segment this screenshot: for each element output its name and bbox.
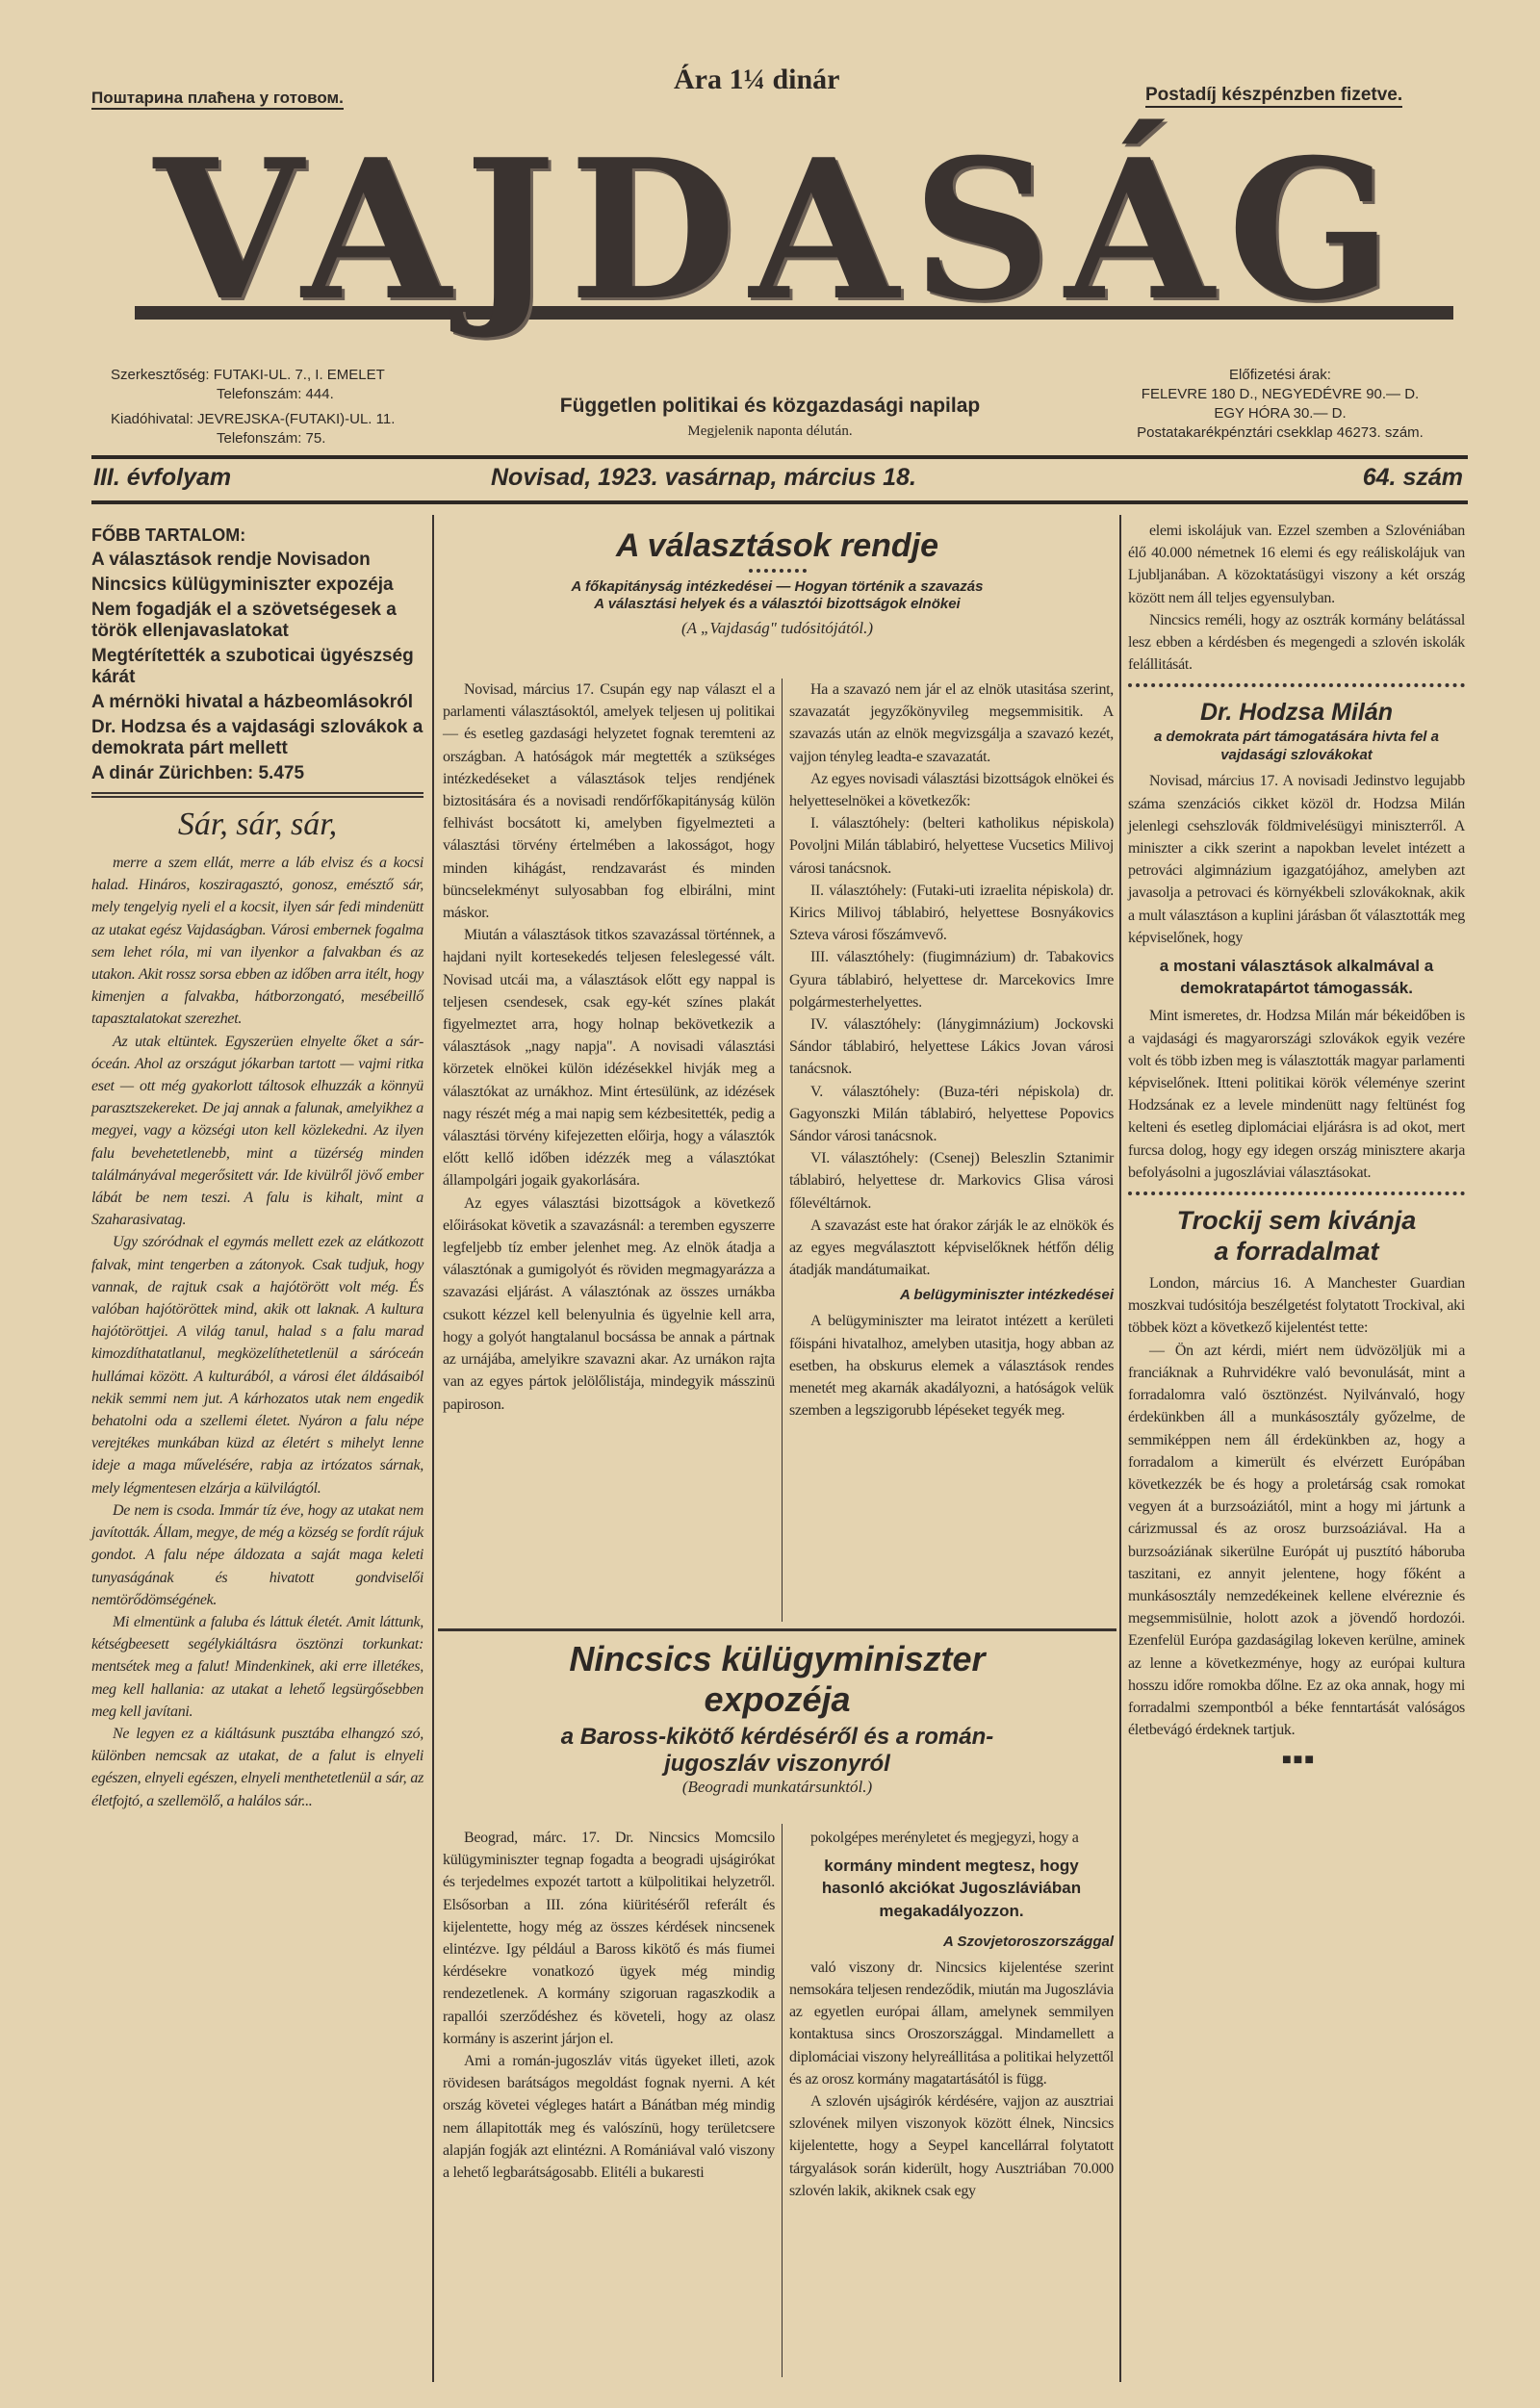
paragraph: VI. választóhely: (Csenej) Beleszlin Sztanimir táblabiró, helyettese dr. Markovics Glisa városi főlevéltárnok.	[789, 1150, 1114, 1212]
divider	[91, 792, 424, 798]
subscription-info	[1068, 366, 1492, 443]
paragraph: merre a szem ellát, merre a láb elvisz és a kocsi halad. Hináros, kosziragasztó, gonosz, emésztő sár, mely tengelyig nyeli el a kocsit, ilyen sár fedi mindenütt az utakat egész Vajdaságban. Városi embernek fogalma sem lehet róla, mi van ilyenkor a falvakban és az utakon. Akit rossz sorsa ebben az időben arra itélt, hogy kimenjen a falvakba, hátborzongató, mesébeillő tapasztalatokat szerezhet.	[91, 855, 424, 1028]
end-mark: ■■■	[1282, 1752, 1316, 1769]
appears-note: Megjelenik naponta délután.	[687, 423, 853, 439]
column-rule	[782, 1824, 783, 2377]
paragraph: De nem is csoda. Immár tíz éve, hogy az utakat nem javították. Állam, megye, de még a község se fordít rájuk gondot. A falu népe áldozata a saját maga keleti tunyaságának és hivatott gondviselői nemtörődömségének.	[91, 1501, 424, 1608]
paragraph: Ugy szóródnak el egymás mellett ezek az elátkozott falvak, mint tengerben a zátonyok. Csak tudjuk, hogy vannak, de rajtuk csak a hajótörött volt még. És valóban hajótöröttek mind, akik ott laknak. A kultura hajótöröttjei. A világ tanul, halad s a falu marad kimozdíthatatlanul, megközelíthetetlenül a sáróceán hullámai között. A kulturából, a városi élet áldásaiból nekik semmi nem jut. A kárhozatos utak nem engedik behatolni oda a szellemi életet. Nyáron a falu népe verejtékes munkában küzd az életért s mihelyt lenne ideje a maga művelésére, rabja az irtózatos sárnak, mely légmentesen elzárja a külvilágtól.	[91, 1234, 424, 1497]
trockij-headline-2: a forradalmat	[1214, 1237, 1379, 1267]
nincsics-column-a	[443, 1827, 775, 2184]
paragraph: V. választóhely: (Buza-téri népiskola) dr. Gagyonszki Milán táblabiró, helyettese Popovics Sándor városi tanácsnok.	[789, 1083, 1114, 1145]
subtitle-block	[500, 395, 1040, 440]
paragraph: Ami a román-jugoszláv vitás ügyeket illeti, azok rövidesen barátságos megoldást fognak nyerni. A két ország követei végleges határt a Bánátban még mindig nem állapitották meg és valószínü, hogy területcsere alapján fogják azt elintézni. A Romániával való viszony a lehető legbarátságosabb. Elitéli a bukaresti	[443, 2053, 775, 2182]
trockij-headline-1: Trockij sem kivánja	[1176, 1206, 1417, 1236]
nincsics-column-b	[789, 1827, 1114, 2202]
right-column	[1128, 520, 1465, 1772]
paragraph: Nincsics reméli, hogy az osztrák kormány belátással lesz ebben a kérdésben és megengedi a szlovén iskolák felállitását.	[1128, 611, 1465, 674]
elections-header	[438, 525, 1116, 638]
publisher-address: Kiadóhivatal: JEVREJSKA-(FUTAKI)-UL. 11.	[111, 411, 396, 427]
left-column	[91, 525, 424, 1812]
paragraph: Miután a választások titkos szavazással történnek, a hajdani nyilt kortesekedés teljesen feleslegessé vált. Novisad utcái ma, a választások előtt egy nappal is teljesen csendesek, csak egy-két színes plakát figyelmeztet arra, hogy holnap bekövetkezik a választások „nagy napja". A novisadi választási körzetek elnökei külön idézésekkel hivják meg a választókat az urnákhoz. Mint értesülünk, az idézések nagy részét még a mai napig sem kézbesitették, pedig a választási törvény kifejezetten előirja, hogy a választók előtt kellő időben idézzék meg a választókat állampolgári jogaik gyakorlására.	[443, 927, 775, 1190]
nincsics-subtitle-1: a Baross-kikötő kérdéséről és a román-	[560, 1724, 994, 1750]
divider	[1128, 1191, 1465, 1197]
paper-subtitle: Független politikai és közgazdasági napilap	[559, 395, 981, 417]
elections-subtitle-1: A főkapitányság intézkedései — Hogyan történik a szavazás	[571, 578, 984, 595]
nincsics-byline: (Beogradi munkatársunktól.)	[681, 1778, 873, 1796]
paragraph: Mint ismeretes, dr. Hodzsa Milán már békeidőben is a vajdasági és magyarországi szlovákok egyik vezére volt és több izben meg is választották magyar parlamenti képviselőnek. Itteni politikai körök véleménye szerint Hodzsának ez a levele mindenütt nagy feltünést fog kelteni és esetleg diplomáciai eljárásra is ad okot, mert furcsa dolog, hogy egy idegen ország minisztere akarja befolyásolni a jugoszláviai választásokat.	[1128, 1008, 1465, 1181]
table-of-contents	[91, 525, 424, 784]
paragraph: Ha a szavazó nem jár el az elnök utasitása szerint, szavazatát jegyzőkönyvileg megsemmisitik. A szavazás után az elnök megvizsgálja a szavazó kezét, vajjon tényleg leadta-e szavazatát.	[789, 681, 1114, 765]
paragraph: Ne legyen ez a kiáltásunk pusztába elhangzó szó, különben nemcsak az utakat, de a falut is elnyeli egészen, elnyeli egészen, elnyeli menthetetlenül a sár, az életfojtó, a szellemölő, a halálos sár...	[91, 1725, 424, 1809]
elections-subtitle-2: A választási helyek és a választói bizottságok elnökei	[594, 596, 961, 612]
issue-date: Novisad, 1923. vasárnap, március 18.	[491, 464, 916, 491]
toc-item: Dr. Hodzsa és a vajdasági szlovákok a demokrata párt mellett	[91, 717, 424, 758]
paragraph: — Ön azt kérdi, miért nem üdvözöljük mi a franciáknak a Ruhrvidékre való bevonulását, mint a forradalomra való ösztönzést. Nyilvánvaló, hogy érdekünkben áll a munkásosztály győzelme, de semmiképpen nem áll érdekünkben az, hogy a forradalom a kimerült és elvérzett Európában következzék be és hogy a proletárság csak romokat vegyen át a burzsoáziától, mint a hogy mi jártunk a cárizmussal és az orosz burzsoáziával. Ha a burzsoáziának sikerülne Európát uj pusztító háboruba taszitani, ez annyit jelentene, hogy főként a munkásosztály nemzedékeinek kellene elvéreznie és megsemmisülnie, holott azok a jövendő hordozói. Ezenfelül Európa gazdaságilag lokeven kerülne, aminek az lenne a következménye, hogy az európai kultura hosszu időre romokba dőlne. Ez az oka annak, hogy mi forradalmi szempontból a béke fenntartását valóságos életbevágó érdeknek tartjuk.	[1128, 1342, 1465, 1739]
divider	[1128, 683, 1465, 689]
subheading: A belügyminiszter intézkedései	[899, 1287, 1114, 1304]
paragraph: Az egyes választási bizottságok a következő előirásokat követik a szavazásnál: a teremben egyszerre legfeljebb tíz ember jelenhet meg. Az elnök átadja a választónak a gumigolyót és röviden megmagyarázza a szavazási eljárást. A választónak az összes urnákba csukott kézzel kell belenyulnia és ügyelnie kell arra, hogy a golyót hangtalanul bocsássa be annak a pártnak az urnájába, amelyikre szavazni akar. Az urnákon rajta van az egyes pártok jelölőlistája, mindegyik másszinü papiroson.	[443, 1194, 775, 1413]
highlighted-text: a mostani választások alkalmával a demokratapártot támogassák.	[1159, 957, 1434, 998]
postage-note-serbian: Поштарина плаћена у готовом.	[91, 89, 344, 110]
paragraph: III. választóhely: (fiugimnázium) dr. Tabakovics Gyura táblabiró, helyettese dr. Marcekovics Imre polgármesterhelyettes.	[789, 949, 1114, 1011]
toc-item: Nincsics külügyminiszter expozéja	[91, 575, 394, 595]
editorial-info	[111, 366, 486, 448]
paragraph: Beograd, márc. 17. Dr. Nincsics Momcsilo külügyminiszter tegnap fogadta a beogradi ujságirókat és terjedelmes expozét tartott a külpolitikai helyzetről. Elsősorban a III. zóna kiüritéséről referált és kijelentette, hogy még az összes kérdések nincsenek elintézve. Igy például a Baross kikötő és más fiumei kérdésekre vonatkozó ügyek még mindig rendezetlenek. A kormány szigoruan ragaszkodik a rapallói szerződéshez és követeli, hogy az olasz kormány is aszerint járjon el.	[443, 1830, 775, 2047]
toc-item: A választások rendje Novisadon	[91, 550, 371, 570]
paragraph: Az egyes novisadi választási bizottságok elnökei és helyetteselnökei a következők:	[789, 770, 1114, 810]
paragraph: Novisad, március 17. A novisadi Jedinstvo legujabb száma szenzációs cikket közöl dr. Hodzsa Milán jelenlegi csehszlovák földmivelésügyi miniszterről. A miniszter a cikk szerint a napokban levelet intézett a petrováci algimnázium igazgatójához, amelyben azt javasolja a petrovaci és környékbeli szlovákoknak, akik a mult választáson a kuplini járásban őt választották meg képviselőnek, hogy	[1128, 773, 1465, 946]
elections-column-b	[789, 679, 1114, 1422]
postal-account: Postatakarékpénztári csekklap 46273. szám.	[1137, 424, 1424, 441]
toc-item: Megtérítették a szuboticai ügyészség kárát	[91, 646, 414, 687]
publisher-phone: Telefonszám: 75.	[217, 430, 326, 447]
editorial-address: Szerkesztőség: FUTAKI-UL. 7., I. EMELET	[111, 367, 385, 383]
hodzsa-headline: Dr. Hodzsa Milán	[1199, 699, 1394, 727]
paragraph: Novisad, március 17. Csupán egy nap választ el a parlamenti választásoktól, amelyek teljesen uj politikai — és esetleg gazdasági helyzetet fognak teremteni az országban. A hatóságok már megtették a szükséges intézkedéseket a választások teljes rendjének biztositására és a novisadi rendőrfőkapitányság külön felhivást bocsátott ki, amelyben figyelmezteti a választási törvény értelmében a lakosságot, hogy minden kihágást, rendzavarást és minden büncselekményt sulyosabban fog elbirálni, mint máskor.	[443, 681, 775, 922]
nincsics-subtitle-2: jugoszláv viszonyról	[664, 1751, 890, 1777]
price: Ára 1¼ dinár	[674, 64, 840, 95]
divider	[749, 569, 807, 575]
paragraph: I. választóhely: (belteri katholikus népiskola) Povoljni Milán táblabiró, helyettese Vucsetics Milivoj városi tanácsnok.	[789, 815, 1114, 877]
paragraph: A szavazást este hat órakor zárják le az elnökök és az egyes megválasztott képviselőknek hétfőn délig átadják mandátumaikat.	[789, 1217, 1114, 1279]
subheading: A Szovjetoroszországgal	[943, 1933, 1114, 1950]
divider	[91, 455, 1468, 459]
paragraph: II. választóhely: (Futaki-uti izraelita népiskola) dr. Kirics Milivoj táblabiró, helyettese Bosnyákovics Szteva városi főszámvevő.	[789, 882, 1114, 944]
elections-headline: A választások rendje	[615, 527, 939, 564]
toc-item: A dinár Zürichben: 5.475	[91, 763, 305, 783]
nincsics-headline-1: Nincsics külügyminiszter	[569, 1639, 986, 1678]
postage-note: Postadíj készpénzben fizetve.	[1145, 85, 1402, 108]
prices-line-2: EGY HÓRA 30.— D.	[1214, 405, 1347, 422]
paragraph: London, március 16. A Manchester Guardian moszkvai tudósitója beszélgetést folytatott Trockival, aki többek közt a következő kijelentést tette:	[1128, 1275, 1465, 1337]
toc-title: FŐBB TARTALOM:	[91, 525, 246, 545]
paragraph: A szlovén ujságirók kérdésére, vajjon az ausztriai szlovének milyen viszonyok között élnek, Nincsics kijelentette, hogy a Seypel kancellárral folytatott tárgyalások során kiderült, hogy Ausztriában 70.000 szlovén lakik, akiknek csak egy	[789, 2093, 1114, 2199]
column-rule	[782, 679, 783, 1622]
prices-line-1: FELEVRE 180 D., NEGYEDÉVRE 90.— D.	[1141, 386, 1420, 402]
nincsics-header	[438, 1628, 1116, 1821]
essay-title: Sár, sár, sár,	[177, 807, 338, 842]
highlighted-text: kormány mindent megtesz, hogy hasonló akciókat Jugoszláviában megakadályozzon.	[821, 1857, 1082, 1920]
paragraph: Az utak eltüntek. Egyszerüen elnyelte őket a sár-óceán. Ahol az országut jókarban tartott — vajmi ritka eset — ott még gyakorlott táltosok elhuzzák a könnyü parasztszekereket. De jaj annak a falunak, amelyikhez a megyei, vagy a községi uton kell közlekedni. Az ilyen falu bevehetetlenebb, mint a tüzérség minden találmányával megerősitett vár. Ide kivülről jövő ember lábát be nem teszi. A falu is kihalt, mint a Szaharasivatag.	[91, 1033, 424, 1229]
toc-item: A mérnöki hivatal a házbeomlásokról	[91, 692, 414, 712]
elections-byline: (A „Vajdaság" tudósitójától.)	[680, 619, 874, 637]
column-rule	[1119, 515, 1121, 2382]
toc-item: Nem fogadják el a szövetségesek a török ellenjavaslatokat	[91, 600, 397, 641]
issue-number: 64. szám	[1362, 464, 1463, 491]
divider	[91, 500, 1468, 504]
volume: III. évfolyam	[93, 464, 232, 491]
nincsics-headline-2: expozéja	[704, 1679, 851, 1719]
column-rule	[432, 515, 434, 2382]
newspaper-title: VAJDASÁG	[153, 117, 1406, 344]
paragraph: IV. választóhely: (lánygimnázium) Jockovski Sándor táblabiró, helyettese Lákics Jovan városi tanácsnok.	[789, 1016, 1114, 1078]
elections-column-a	[443, 679, 775, 1416]
paragraph: A belügyminiszter ma leiratot intézett a kerületi főispáni hivatalhoz, amelyben utasitja, hogy abban az esetben, ha obskurus elemek a választások rendes menetét meg akarnák akadályozni, a hatóságok velük szemben a legszigorubb lépéseket tegyék meg.	[789, 1313, 1114, 1420]
paragraph: pokolgépes merényletet és megjegyzi, hogy a	[810, 1830, 1079, 1846]
prices-label: Előfizetési árak:	[1229, 367, 1331, 383]
paragraph: való viszony dr. Nincsics kijelentése szerint nemsokára teljesen rendeződik, miután ma Jugoszlávia az egyetlen európai állam, amelynek semmilyen kontaktusa sincs Oroszországgal. Mindamellett a diplomáciai viszony helyreállitása a politikai helyzettől és az orosz kormány magatartásától is függ.	[789, 1959, 1115, 2088]
hodzsa-subtitle: a demokrata párt támogatására hivta fel a vajdasági szlovákokat	[1154, 729, 1439, 764]
editorial-phone: Telefonszám: 444.	[217, 386, 334, 402]
paragraph: elemi iskolájuk van. Ezzel szemben a Szlovéniában élő 40.000 németnek 16 elemi és egy reáliskolájuk van Ljubljanában. A közoktatásügyi viszony a két ország között nem áll teljes egyensulyban.	[1128, 523, 1465, 606]
paragraph: Mi elmentünk a faluba és láttuk életét. Amit láttunk, kétségbeesett segélykiáltásra ösztönzi torkunkat: mentsétek meg a falut! Mindenkinek, aki erre illetékes, meg kell hallania: az utakat a lehető legsürgősebben meg kell javítani.	[91, 1613, 424, 1720]
